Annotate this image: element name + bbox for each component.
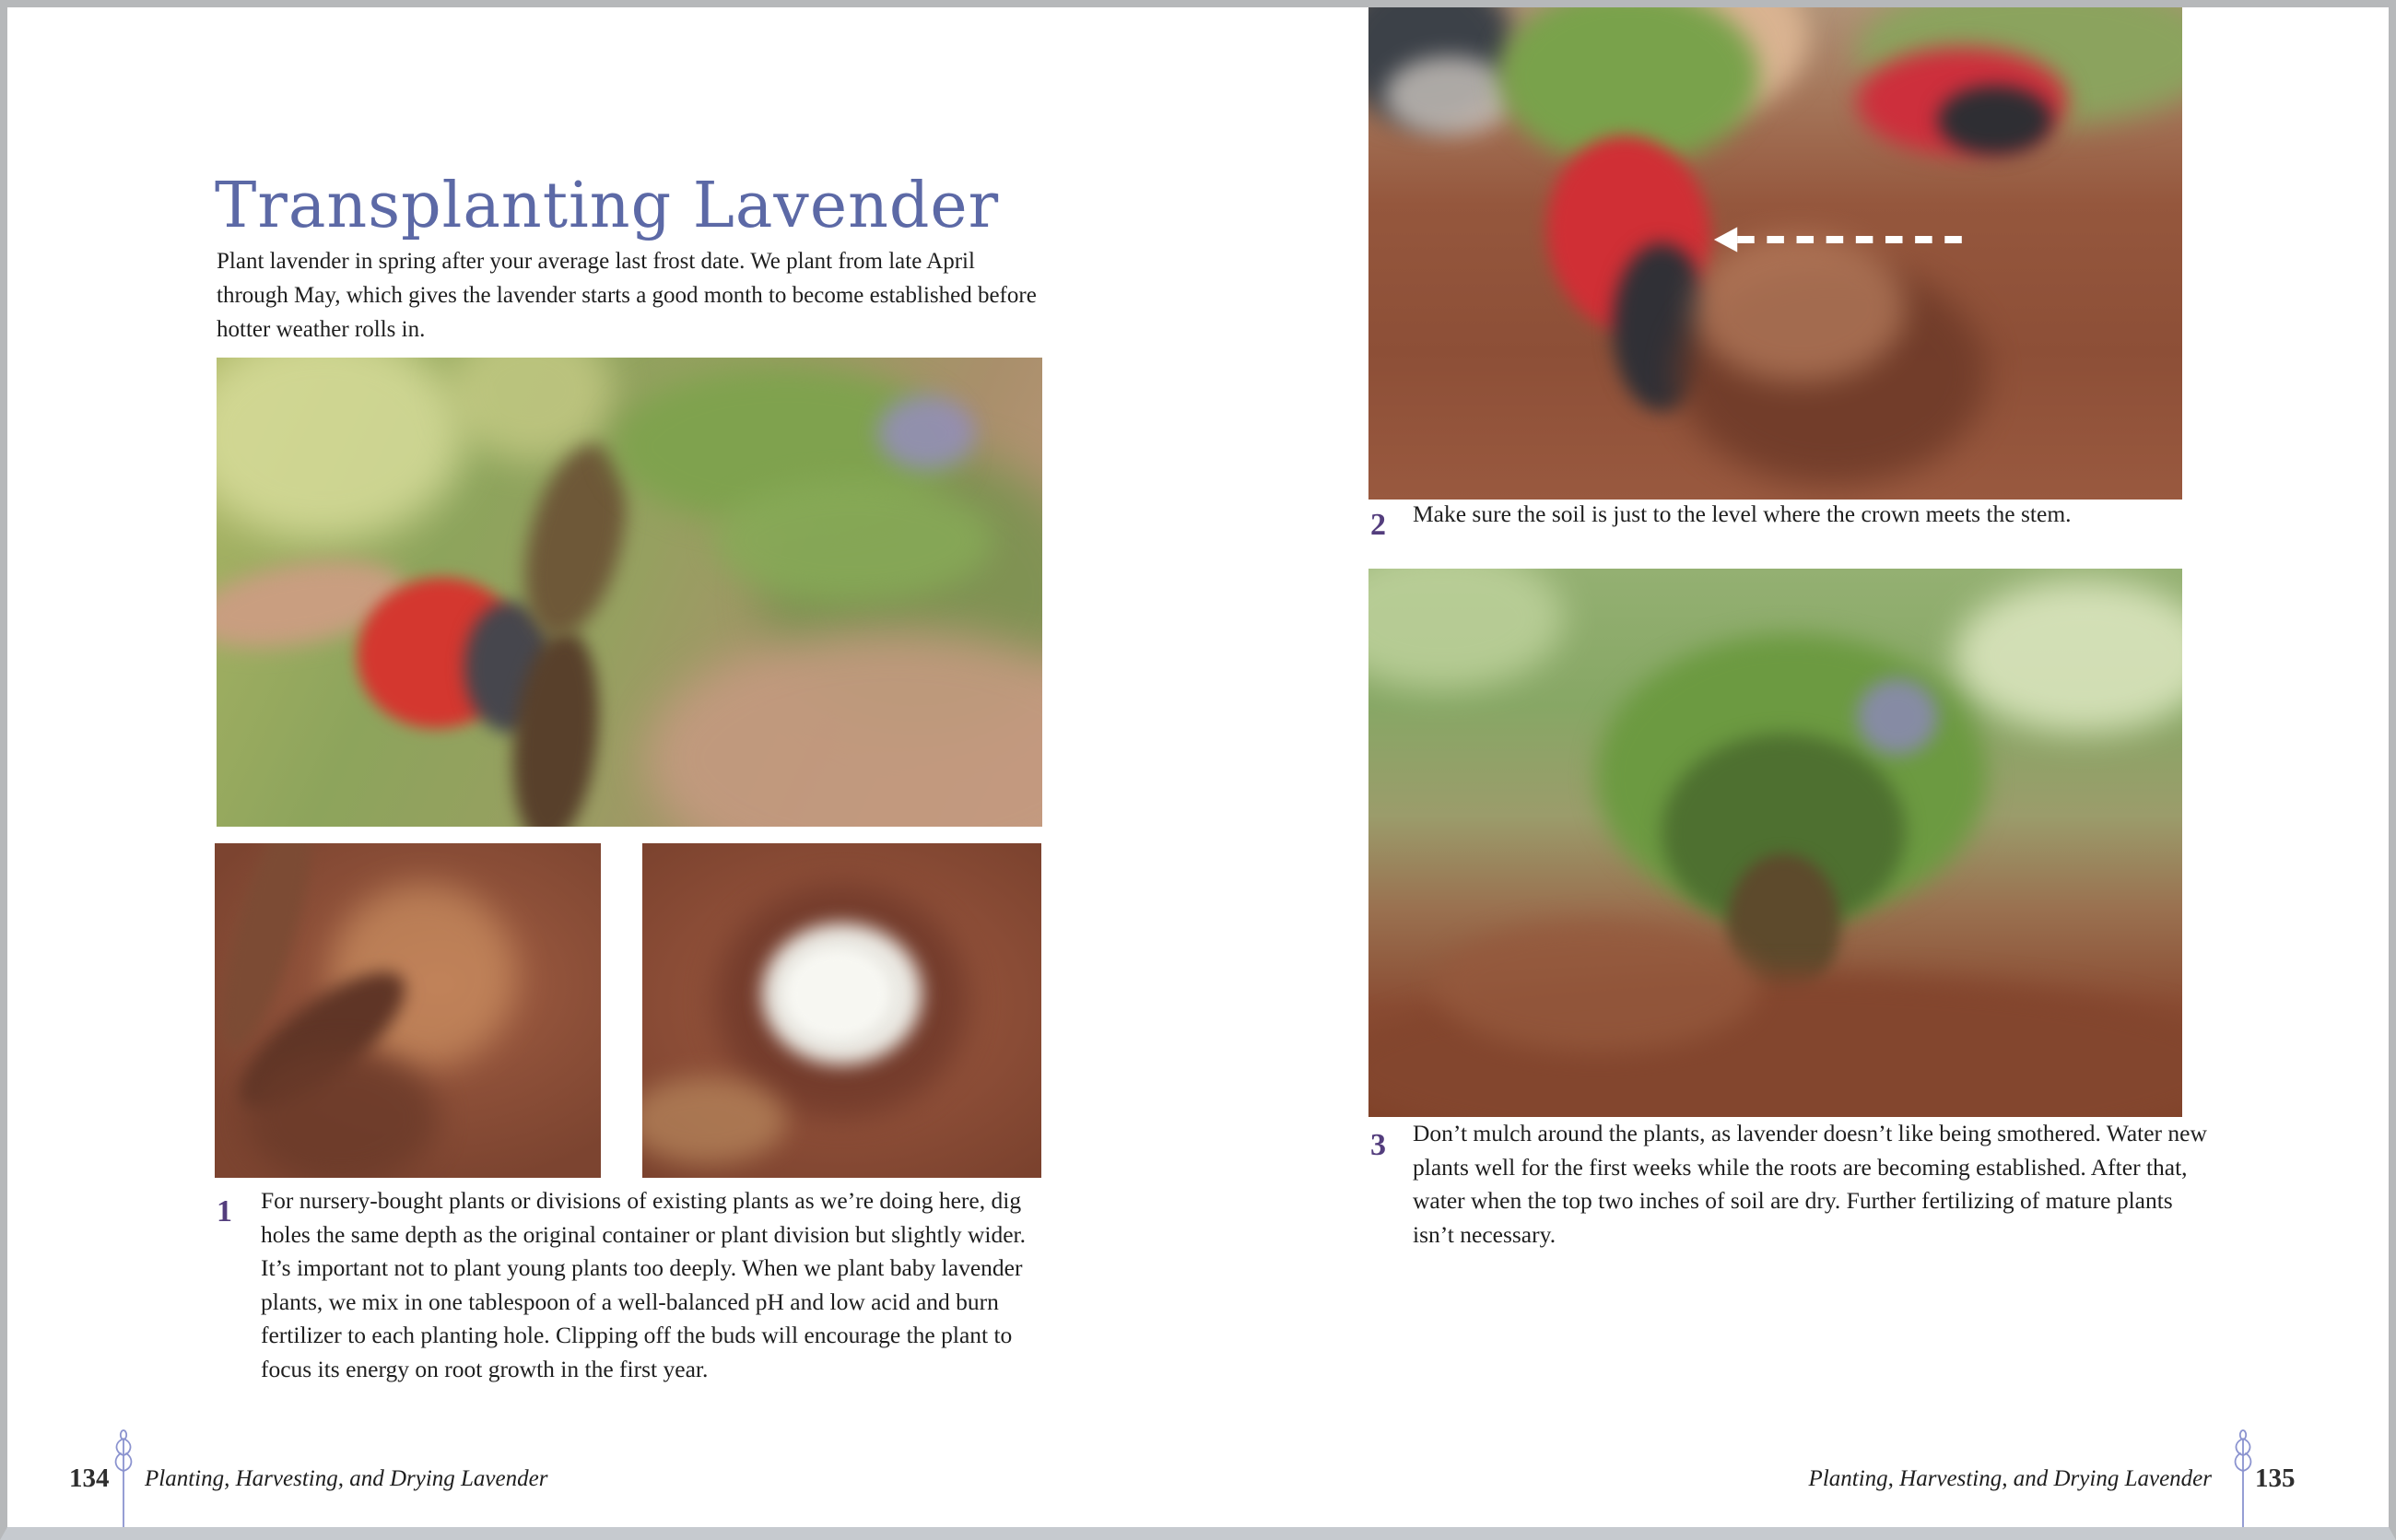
dashed-arrow-left-icon	[1710, 224, 1971, 255]
photo-texture	[1955, 580, 2182, 734]
photo-texture	[712, 479, 993, 601]
photo-texture	[642, 1077, 786, 1164]
photo-texture	[1434, 920, 1759, 1052]
step-text: Make sure the soil is just to the level where the crown meets the stem.	[1413, 500, 2072, 527]
photo-texture	[1857, 678, 1938, 755]
lavender-sprig-icon	[112, 1429, 135, 1533]
page-number: 134	[69, 1464, 110, 1493]
photo-texture	[1694, 234, 1906, 382]
photo-texture	[877, 395, 977, 470]
step-number: 2	[1370, 508, 1386, 542]
photo-texture	[1368, 569, 1564, 689]
photo-texture	[646, 629, 1042, 827]
photo-texture	[786, 950, 890, 1037]
photo-texture	[1938, 86, 2052, 155]
step-number: 1	[217, 1194, 232, 1228]
photo-texture	[1385, 56, 1515, 135]
intro-paragraph: Plant lavender in spring after your average last frost date. We plant from late April through May, which gives the lavender starts a good month to become established before hotter weather rolls in.	[217, 249, 1037, 342]
photo-texture	[217, 358, 464, 541]
step-number: 3	[1370, 1128, 1386, 1162]
step-text: For nursery-bought plants or divisions of existing plants as we’re doing here, dig holes the same depth as the original container or plant division but slightly wider. It’s important not to plant young plants too deeply. When we plant baby lavender plants, we mix in one tablespoon of a well-balanced pH and low acid and burn fertilizer to each planting hole. Clipping off the buds will encourage the plant to focus its energy on root growth in the first year.	[261, 1187, 1027, 1382]
footer-title: Planting, Harvesting, and Drying Lavender	[145, 1466, 548, 1491]
photo-crown-level	[1368, 7, 2182, 500]
photo-lavender-division	[217, 358, 1042, 827]
footer-title: Planting, Harvesting, and Drying Lavender	[1808, 1466, 2212, 1491]
lavender-sprig-icon	[2231, 1429, 2255, 1533]
photo-digging-hole	[215, 843, 601, 1178]
page-title: Transplanting Lavender	[215, 169, 1000, 242]
step-text: Don’t mulch around the plants, as lavender doesn’t like being smothered. Water new plants well for the first weeks while the roots are becoming established. After that, water when the top two inches of soil are dry. Further fertilizing of mature plants isn’t necessary.	[1413, 1120, 2207, 1248]
photo-texture	[246, 1051, 440, 1178]
photo-planted-lavender	[1368, 569, 2182, 1117]
photo-fertilizer-in-hole	[642, 843, 1041, 1178]
page-number: 135	[2255, 1464, 2296, 1493]
